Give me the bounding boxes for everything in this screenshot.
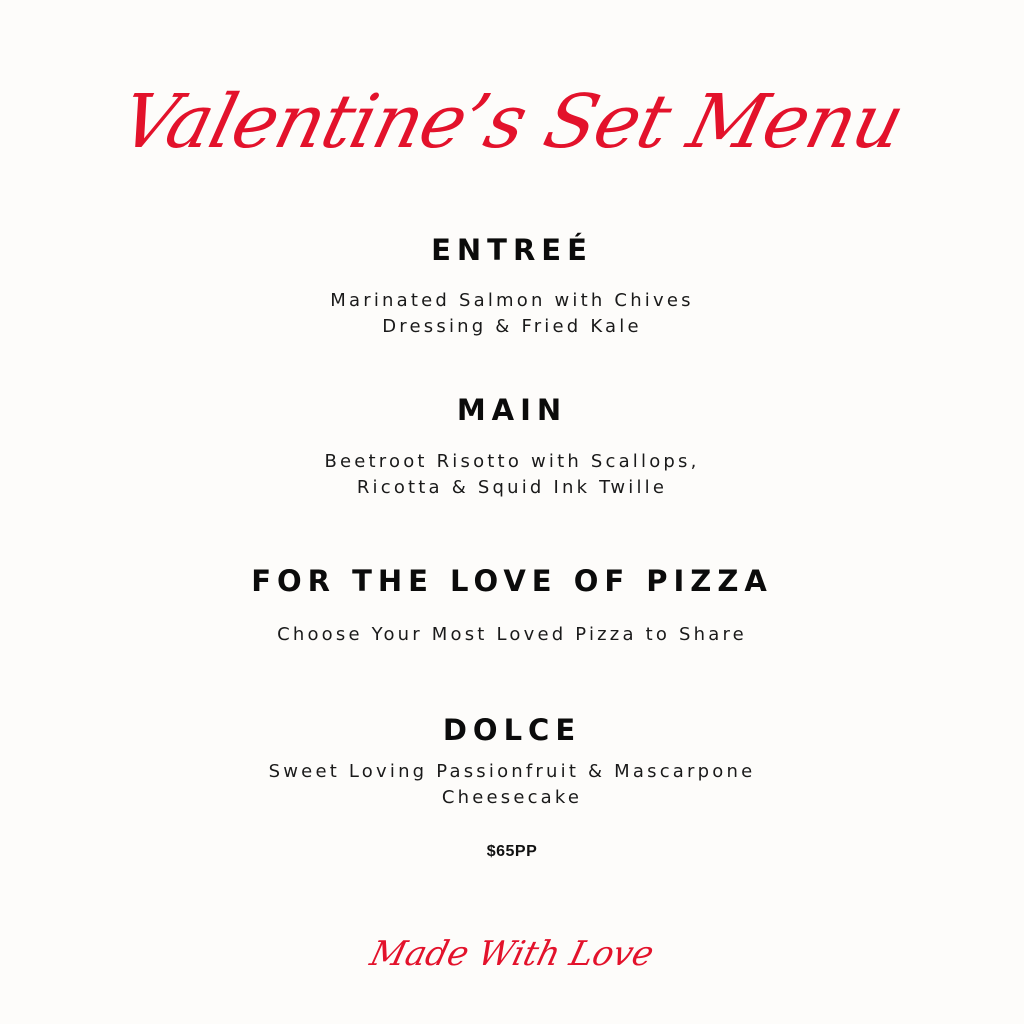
section-heading-main: MAIN <box>456 393 568 427</box>
footer-tagline: Made With Love <box>366 934 658 974</box>
section-line-dolce-2: Cheesecake <box>441 787 583 808</box>
section-line-entree-2: Dressing & Fried Kale <box>382 316 642 337</box>
section-heading-pizza: FOR THE LOVE OF PIZZA <box>251 564 773 598</box>
section-line-entree-1: Marinated Salmon with Chives <box>330 290 694 311</box>
section-line-main-2: Ricotta & Squid Ink Twille <box>356 477 668 498</box>
section-line-dolce-1: Sweet Loving Passionfruit & Mascarpone <box>268 761 756 782</box>
section-line-pizza-1: Choose Your Most Loved Pizza to Share <box>277 624 747 645</box>
menu-title: Valentine’s Set Menu <box>112 79 912 165</box>
section-heading-dolce: DOLCE <box>442 713 582 747</box>
section-heading-entree: ENTREÉ <box>431 233 593 267</box>
price-label: $65PP <box>486 843 538 860</box>
section-line-main-1: Beetroot Risotto with Scallops, <box>324 451 700 472</box>
